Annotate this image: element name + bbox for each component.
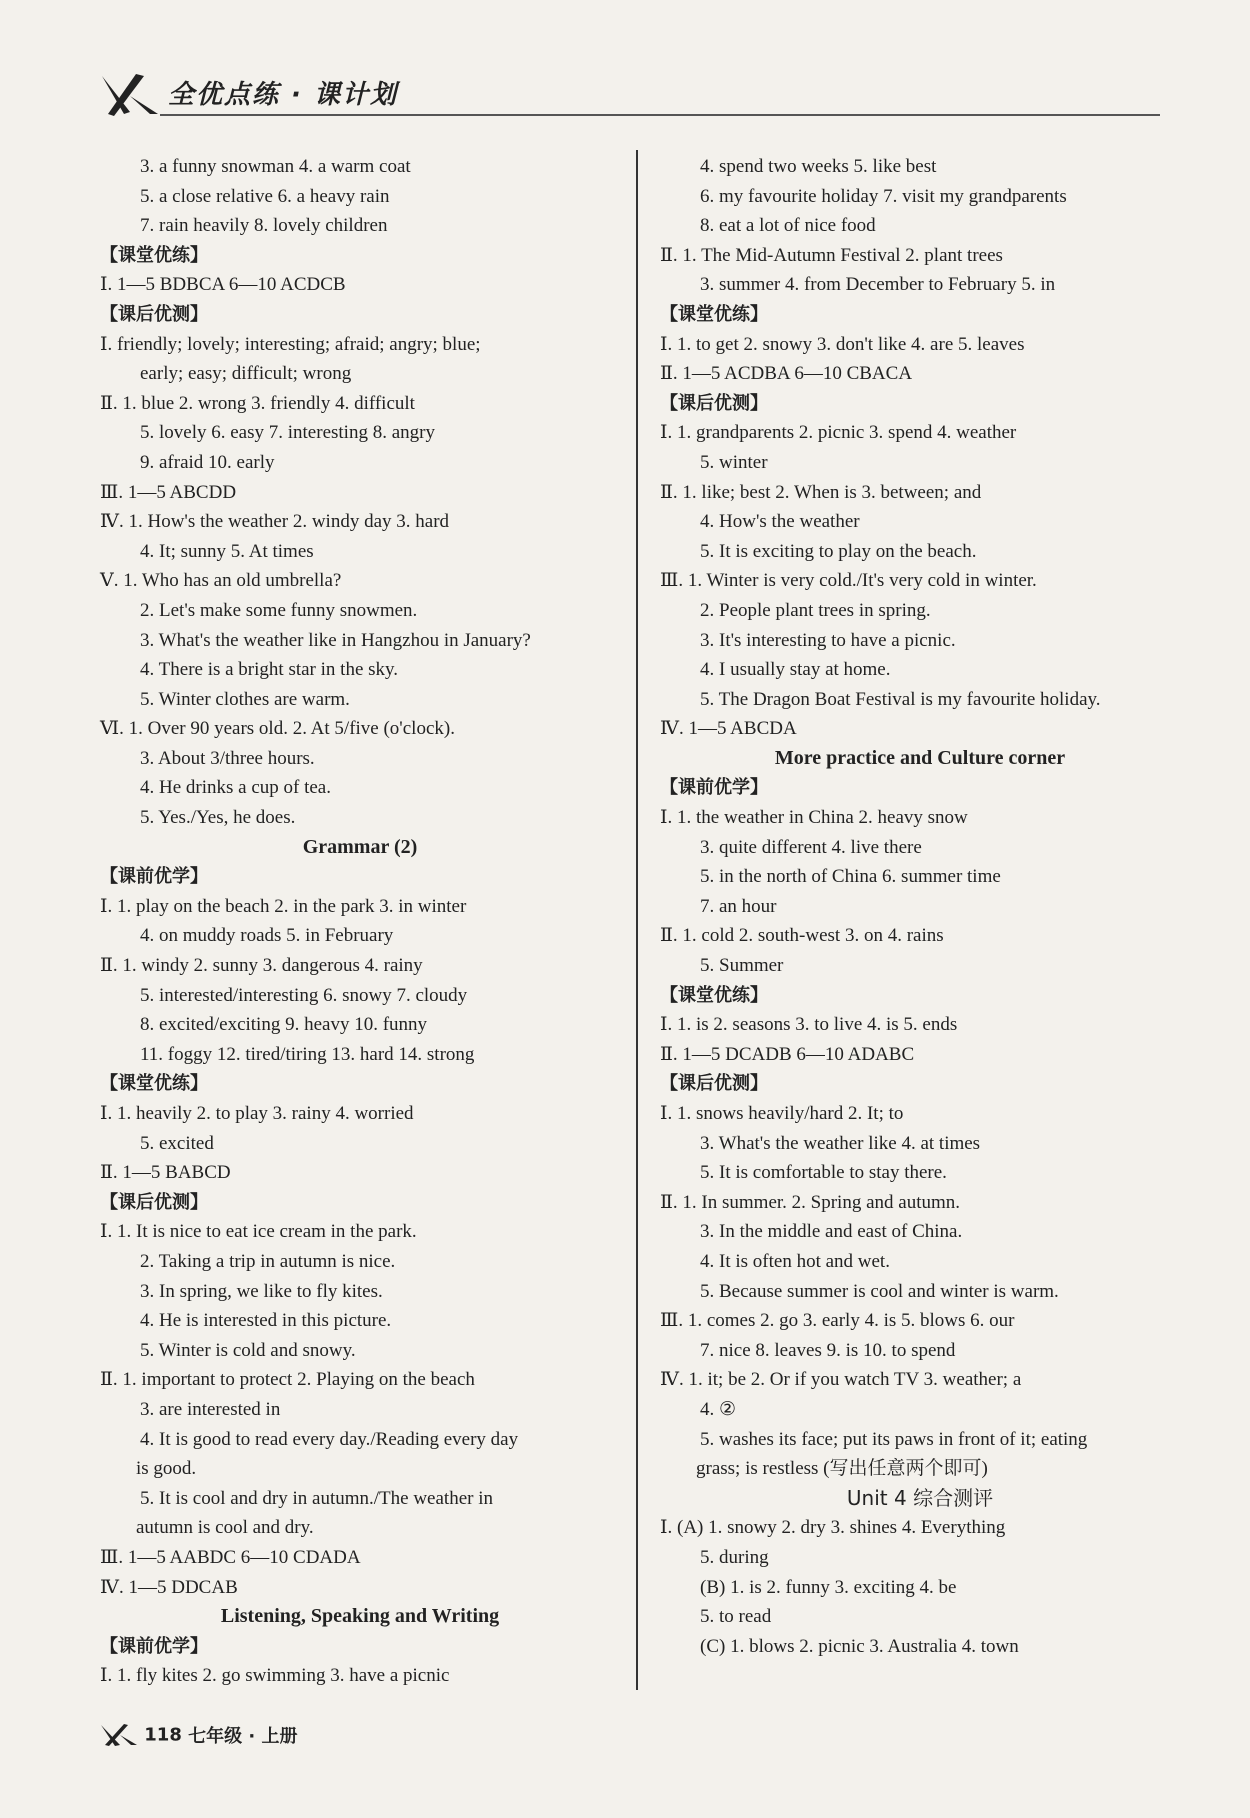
answer-line: Ⅰ. 1. snows heavily/hard 2. It; to	[660, 1103, 904, 1124]
answer-line: 4. There is a bright star in the sky.	[140, 659, 399, 681]
answer-line: 3. In spring, we like to fly kites.	[140, 1280, 383, 1302]
section-label: 【课后优测】	[100, 303, 208, 325]
answer-line: 6. my favourite holiday 7. visit my grandparents	[700, 185, 1067, 207]
answer-line: Ⅱ. 1—5 ACDBA 6—10 CBACA	[660, 363, 913, 385]
section-label: 【课后优测】	[660, 1073, 768, 1095]
answer-line: Ⅰ. 1. heavily 2. to play 3. rainy 4. worried	[100, 1103, 414, 1124]
answer-line: 4. I usually stay at home.	[700, 659, 891, 681]
section-label: 【课后优测】	[660, 392, 768, 414]
answer-line: 8. eat a lot of nice food	[700, 215, 876, 237]
answer-line: Ⅱ. 1. The Mid-Autumn Festival 2. plant trees	[660, 244, 1003, 266]
section-heading: Unit 4 综合测评	[846, 1485, 994, 1510]
answer-line: 5. It is cool and dry in autumn./The weather in	[140, 1487, 493, 1509]
answer-line: 7. nice 8. leaves 9. is 10. to spend	[700, 1339, 956, 1361]
answer-line: 3. What's the weather like 4. at times	[700, 1132, 981, 1154]
answer-line: 11. foggy 12. tired/tiring 13. hard 14. strong	[140, 1043, 475, 1065]
section-label: 【课堂优练】	[660, 303, 768, 325]
answer-line: 2. Taking a trip in autumn is nice.	[140, 1250, 396, 1272]
answer-line: 5. Winter clothes are warm.	[140, 688, 350, 710]
page-header	[100, 70, 1160, 120]
answer-line: 7. an hour	[700, 895, 777, 917]
answer-line: Ⅲ. 1—5 ABCDD	[100, 481, 237, 503]
answer-line: 5. excited	[140, 1132, 214, 1154]
answer-line: Ⅱ. 1. blue 2. wrong 3. friendly 4. difficult	[100, 392, 415, 414]
answer-line: Ⅰ. 1. It is nice to eat ice cream in the park.	[100, 1221, 417, 1243]
answer-line: 5. Summer	[700, 955, 784, 977]
answer-line: Ⅳ. 1—5 ABCDA	[660, 718, 797, 740]
answer-line: early; easy; difficult; wrong	[140, 363, 352, 385]
answer-line: Ⅳ. 1. How's the weather 2. windy day 3. hard	[100, 511, 450, 533]
section-label: 【课前优学】	[100, 1635, 208, 1657]
answer-line: 5. winter	[700, 451, 768, 473]
answer-line: Ⅲ. 1. comes 2. go 3. early 4. is 5. blows 6. our	[660, 1310, 1015, 1332]
header-title: 全优点练 · 课计划	[168, 80, 398, 110]
answer-line: Ⅰ. 1. to get 2. snowy 3. don't like 4. are 5. leaves	[660, 333, 1025, 355]
answer-line: Ⅰ. friendly; lovely; interesting; afraid; angry; blue;	[100, 333, 481, 355]
answer-line: grass; is restless (写出任意两个即可)	[696, 1458, 988, 1480]
answer-line: 2. People plant trees in spring.	[700, 599, 931, 621]
brand-logo-icon	[100, 70, 160, 120]
answer-line: Ⅰ. 1. is 2. seasons 3. to live 4. is 5. ends	[660, 1014, 958, 1036]
answer-line: 3. About 3/three hours.	[140, 747, 315, 769]
answer-line: Ⅲ. 1—5 AABDC 6—10 CDADA	[100, 1546, 361, 1568]
answer-line: Ⅰ. (A) 1. snowy 2. dry 3. shines 4. Everything	[660, 1517, 1006, 1539]
answer-line: Ⅵ. 1. Over 90 years old. 2. At 5/five (o'clock).	[100, 718, 455, 740]
answer-line: Ⅰ. 1. grandparents 2. picnic 3. spend 4. weather	[660, 422, 1017, 444]
answer-line: 5. washes its face; put its paws in front of it; eating	[700, 1428, 1088, 1450]
answer-line: Ⅲ. 1. Winter is very cold./It's very cold in winter.	[660, 570, 1037, 592]
page-number: 118	[144, 1724, 182, 1746]
answer-line: 5. The Dragon Boat Festival is my favourite holiday.	[700, 688, 1101, 710]
answer-line: 3. What's the weather like in Hangzhou in January?	[140, 629, 531, 651]
answer-line: 4. He drinks a cup of tea.	[140, 777, 331, 799]
grade-label: 七年级 · 上册	[188, 1726, 298, 1747]
section-label: 【课堂优练】	[100, 244, 208, 266]
answer-line: Ⅱ. 1. windy 2. sunny 3. dangerous 4. rainy	[100, 955, 423, 977]
answer-line: 4. on muddy roads 5. in February	[140, 925, 394, 947]
answer-line: Ⅴ. 1. Who has an old umbrella?	[100, 570, 342, 592]
answer-line: Ⅰ. 1—5 BDBCA 6—10 ACDCB	[100, 274, 346, 296]
answer-line: 7. rain heavily 8. lovely children	[140, 215, 388, 237]
answer-line: 5. It is comfortable to stay there.	[700, 1162, 947, 1184]
answer-line: 4. spend two weeks 5. like best	[700, 156, 937, 177]
answer-line: Ⅱ. 1—5 BABCD	[100, 1162, 231, 1184]
header-rule	[160, 114, 1160, 116]
answer-line: 5. It is exciting to play on the beach.	[700, 540, 977, 562]
section-label: 【课前优学】	[100, 866, 208, 888]
section-label: 【课堂优练】	[660, 984, 768, 1006]
answer-line: 5. Winter is cold and snowy.	[140, 1339, 356, 1361]
section-label: 【课后优测】	[100, 1191, 208, 1213]
answer-line: Ⅱ. 1—5 DCADB 6—10 ADABC	[660, 1043, 915, 1065]
answer-line: 5. a close relative 6. a heavy rain	[140, 185, 390, 207]
answer-line: 5. interested/interesting 6. snowy 7. cloudy	[140, 984, 468, 1006]
answer-line: Ⅱ. 1. cold 2. south-west 3. on 4. rains	[660, 925, 944, 947]
answer-line: 3. are interested in	[140, 1398, 281, 1420]
page-footer	[100, 1722, 298, 1752]
answer-line: 9. afraid 10. early	[140, 451, 275, 473]
answer-line: 5. in the north of China 6. summer time	[700, 866, 1001, 888]
answer-line: (C) 1. blows 2. picnic 3. Australia 4. town	[700, 1635, 1019, 1657]
answer-line: 4. It; sunny 5. At times	[140, 540, 314, 562]
answer-line: 5. Because summer is cool and winter is warm.	[700, 1280, 1059, 1302]
answer-line: Ⅱ. 1. important to protect 2. Playing on the beach	[100, 1369, 475, 1391]
answer-line: Ⅳ. 1—5 DDCAB	[100, 1576, 238, 1598]
answer-line: autumn is cool and dry.	[136, 1517, 314, 1539]
answer-line: 3. In the middle and east of China.	[700, 1221, 963, 1243]
answer-line: 5. lovely 6. easy 7. interesting 8. angry	[140, 422, 435, 444]
section-label: 【课堂优练】	[100, 1073, 208, 1095]
footer-logo-icon	[100, 1723, 138, 1747]
answer-line: 3. quite different 4. live there	[700, 836, 922, 858]
answer-line: 3. summer 4. from December to February 5. in	[700, 274, 1056, 296]
column-divider	[636, 150, 638, 1690]
answer-line: 5. Yes./Yes, he does.	[140, 807, 296, 829]
left-column	[100, 152, 620, 1691]
answer-line: Ⅱ. 1. like; best 2. When is 3. between; and	[660, 481, 982, 503]
answer-line: 4. How's the weather	[700, 511, 860, 533]
answer-line: 5. during	[700, 1546, 769, 1568]
answer-line: is good.	[136, 1458, 197, 1480]
answer-line: 4. ②	[700, 1398, 737, 1420]
answer-line: Ⅰ. 1. play on the beach 2. in the park 3. in winter	[100, 895, 467, 917]
answer-line: 4. It is often hot and wet.	[700, 1250, 890, 1272]
section-heading: Grammar (2)	[302, 835, 418, 858]
answer-line: 4. He is interested in this picture.	[140, 1310, 392, 1332]
section-heading: Listening, Speaking and Writing	[220, 1605, 500, 1628]
answer-line: 5. to read	[700, 1606, 772, 1628]
right-column	[660, 152, 1180, 1661]
answer-line: 4. It is good to read every day./Reading every day	[140, 1428, 519, 1450]
answer-line: Ⅰ. 1. the weather in China 2. heavy snow	[660, 807, 968, 829]
answer-line: 3. a funny snowman 4. a warm coat	[140, 156, 411, 177]
answer-line: 2. Let's make some funny snowmen.	[140, 599, 418, 621]
section-heading: More practice and Culture corner	[774, 746, 1066, 769]
answer-line: 3. It's interesting to have a picnic.	[700, 629, 956, 651]
answer-line: Ⅳ. 1. it; be 2. Or if you watch TV 3. weather; a	[660, 1369, 1022, 1391]
answer-line: 8. excited/exciting 9. heavy 10. funny	[140, 1014, 428, 1036]
answer-line: Ⅱ. 1. In summer. 2. Spring and autumn.	[660, 1191, 961, 1213]
answer-line: Ⅰ. 1. fly kites 2. go swimming 3. have a picnic	[100, 1665, 450, 1687]
section-label: 【课前优学】	[660, 777, 768, 799]
answer-line: (B) 1. is 2. funny 3. exciting 4. be	[700, 1576, 957, 1598]
